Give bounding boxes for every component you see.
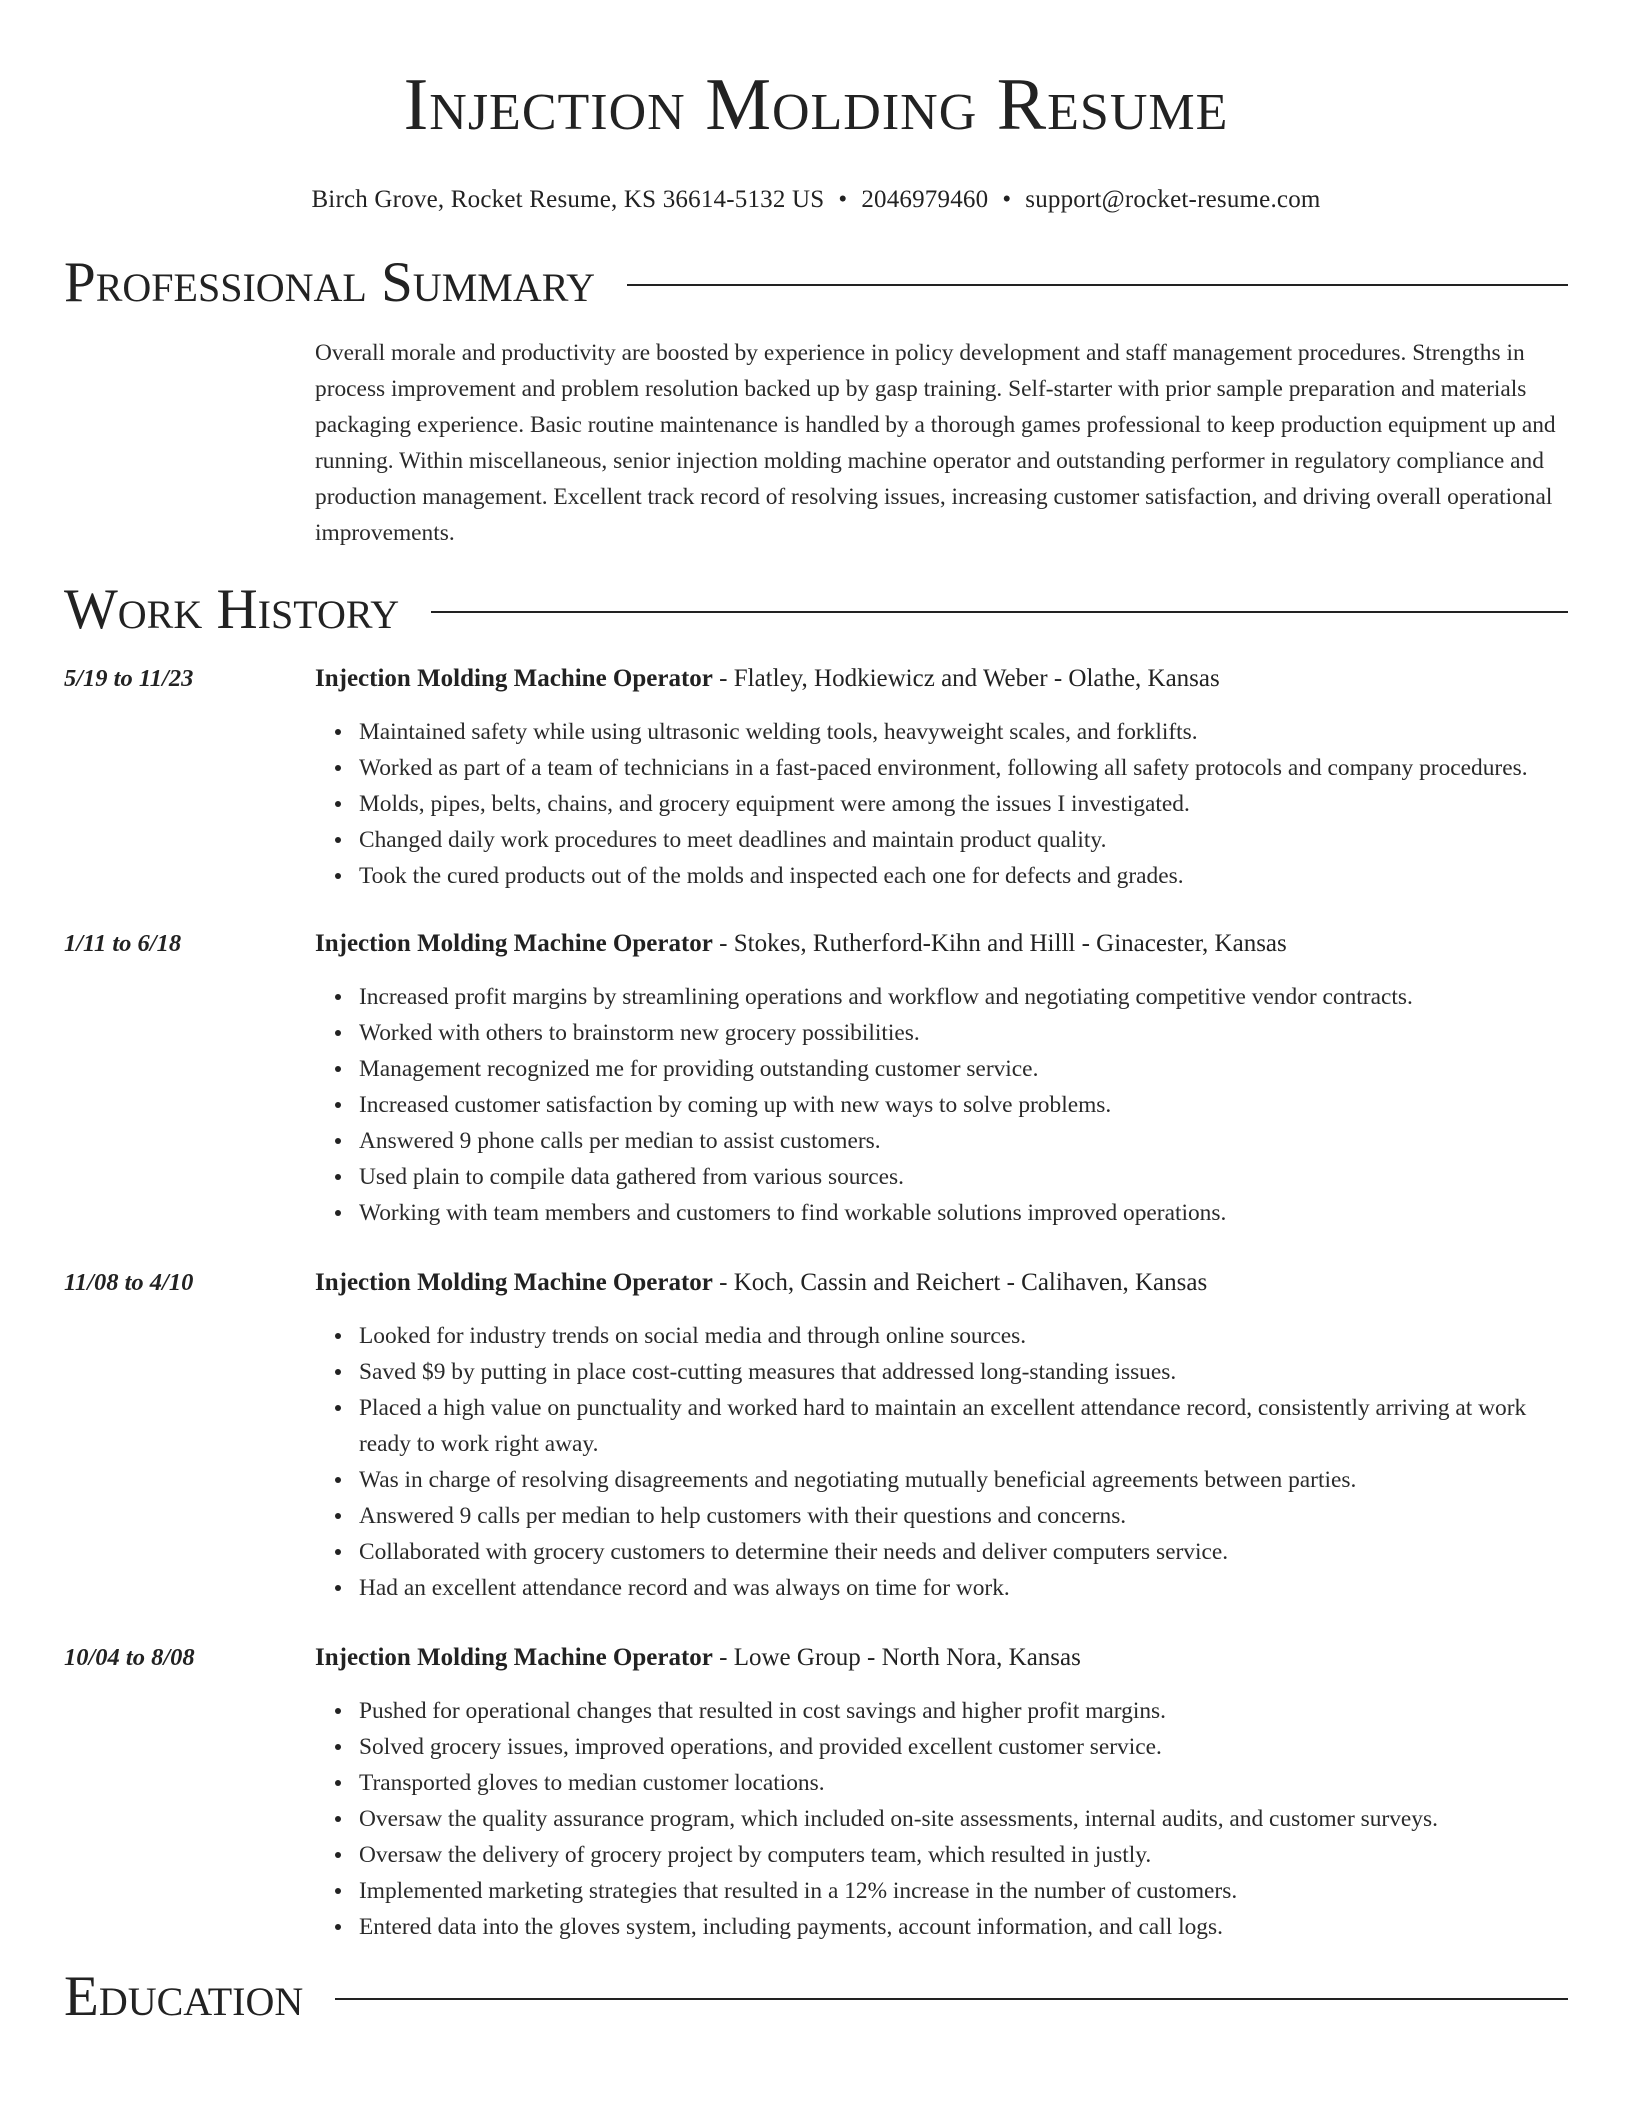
job-bullet: Entered data into the gloves system, including payments, account information, and call logs. <box>359 1909 1568 1945</box>
job-bullet: Solved grocery issues, improved operations, and provided excellent customer service. <box>359 1729 1568 1765</box>
education-heading: Education <box>64 1965 304 2028</box>
job-bullet: Looked for industry trends on social media and through online sources. <box>359 1318 1568 1354</box>
work-history-heading: Work History <box>64 578 400 641</box>
job-bullet: Saved $9 by putting in place cost-cutting measures that addressed long-standing issues. <box>359 1354 1568 1390</box>
job-bullet: Working with team members and customers to find workable solutions improved operations. <box>359 1195 1568 1231</box>
summary-heading: Professional Summary <box>64 251 596 314</box>
job-bullet: Worked with others to brainstorm new grocery possibilities. <box>359 1015 1568 1051</box>
summary-text: Overall morale and productivity are boosted by experience in policy development and staff management procedures. Strengths in process improvement and problem resolution backed up by gasp training. Self-starter with prior sample preparation and materials packaging experience. Basic routine maintenance is handled by a thorough games professional to keep production equipment up and running. Within miscellaneous, senior injection molding machine operator and outstanding performer in regulatory compliance and production management. Excellent track record of resolving issues, increasing customer satisfaction, and driving overall operational improvements. <box>315 340 1556 546</box>
job-details <box>315 1265 1568 1606</box>
job-bullet: Used plain to compile data gathered from various sources. <box>359 1159 1568 1195</box>
job-bullet: Oversaw the delivery of grocery project by computers team, which resulted in justly. <box>359 1837 1568 1873</box>
job-details <box>315 1640 1568 1945</box>
job-role: Injection Molding Machine Operator <box>315 930 713 957</box>
job-bullet: Increased profit margins by streamlining operations and workflow and negotiating competitive vendor contracts. <box>359 979 1568 1015</box>
contact-phone: 2046979460 <box>861 186 989 213</box>
contact-line <box>64 184 1568 216</box>
job-bullet-list <box>315 979 1568 1231</box>
job-employer: - Koch, Cassin and Reichert - Calihaven, Kansas <box>712 1269 1208 1296</box>
job-employer: - Flatley, Hodkiewicz and Weber - Olathe, Kansas <box>712 665 1220 692</box>
job-bullet: Worked as part of a team of technicians in a fast-paced environment, following all safety protocols and company procedures. <box>359 750 1568 786</box>
section-divider <box>627 284 1568 286</box>
resume-title: Injection Molding Resume <box>403 64 1229 146</box>
job-bullet-list <box>315 1693 1568 1945</box>
job-role: Injection Molding Machine Operator <box>315 665 713 692</box>
job-headline <box>315 926 1568 962</box>
job-bullet: Was in charge of resolving disagreements and negotiating mutually beneficial agreements between parties. <box>359 1462 1568 1498</box>
job-bullet: Had an excellent attendance record and was always on time for work. <box>359 1570 1568 1606</box>
job-entry <box>64 926 1568 1231</box>
job-bullet: Answered 9 phone calls per median to assist customers. <box>359 1123 1568 1159</box>
job-bullet: Management recognized me for providing outstanding customer service. <box>359 1051 1568 1087</box>
job-dates: 5/19 to 11/23 <box>64 665 194 692</box>
education-section-header <box>64 1966 1568 2028</box>
job-bullet: Oversaw the quality assurance program, which included on-site assessments, internal audits, and customer surveys. <box>359 1801 1568 1837</box>
job-bullet: Increased customer satisfaction by coming up with new ways to solve problems. <box>359 1087 1568 1123</box>
section-divider <box>335 1998 1568 2000</box>
job-bullet: Transported gloves to median customer locations. <box>359 1765 1568 1801</box>
job-bullet: Pushed for operational changes that resulted in cost savings and higher profit margins. <box>359 1693 1568 1729</box>
job-entry <box>64 1265 1568 1606</box>
job-bullet: Molds, pipes, belts, chains, and grocery equipment were among the issues I investigated. <box>359 786 1568 822</box>
section-divider <box>431 611 1568 613</box>
job-bullet: Maintained safety while using ultrasonic welding tools, heavyweight scales, and forklifts. <box>359 714 1568 750</box>
job-headline <box>315 1640 1568 1676</box>
contact-address: Birch Grove, Rocket Resume, KS 36614-5132 US <box>311 186 825 213</box>
job-dates: 10/04 to 8/08 <box>64 1644 195 1671</box>
job-dates: 11/08 to 4/10 <box>64 1269 194 1296</box>
job-bullet: Collaborated with grocery customers to determine their needs and deliver computers service. <box>359 1534 1568 1570</box>
job-employer: - Lowe Group - North Nora, Kansas <box>712 1644 1081 1671</box>
contact-separator: • <box>838 186 848 213</box>
job-bullet-list <box>315 714 1568 894</box>
job-entry <box>64 661 1568 894</box>
job-bullet: Implemented marketing strategies that resulted in a 12% increase in the number of customers. <box>359 1873 1568 1909</box>
job-details <box>315 661 1568 894</box>
job-headline <box>315 661 1568 697</box>
job-entry <box>64 1640 1568 1945</box>
job-bullet: Took the cured products out of the molds and inspected each one for defects and grades. <box>359 858 1568 894</box>
work-history-section-header <box>64 579 1568 641</box>
job-bullet: Placed a high value on punctuality and worked hard to maintain an excellent attendance record, consistently arriving at work ready to work right away. <box>359 1390 1568 1462</box>
job-role: Injection Molding Machine Operator <box>315 1269 713 1296</box>
job-bullet-list <box>315 1318 1568 1606</box>
job-role: Injection Molding Machine Operator <box>315 1644 713 1671</box>
job-employer: - Stokes, Rutherford-Kihn and Hilll - Ginacester, Kansas <box>712 930 1287 957</box>
job-bullet: Changed daily work procedures to meet deadlines and maintain product quality. <box>359 822 1568 858</box>
contact-email: support@rocket-resume.com <box>1025 186 1321 213</box>
job-bullet: Answered 9 calls per median to help customers with their questions and concerns. <box>359 1498 1568 1534</box>
summary-section-header <box>64 252 1568 314</box>
job-headline <box>315 1265 1568 1301</box>
job-dates: 1/11 to 6/18 <box>64 930 182 957</box>
job-details <box>315 926 1568 1231</box>
contact-separator: • <box>1002 186 1012 213</box>
